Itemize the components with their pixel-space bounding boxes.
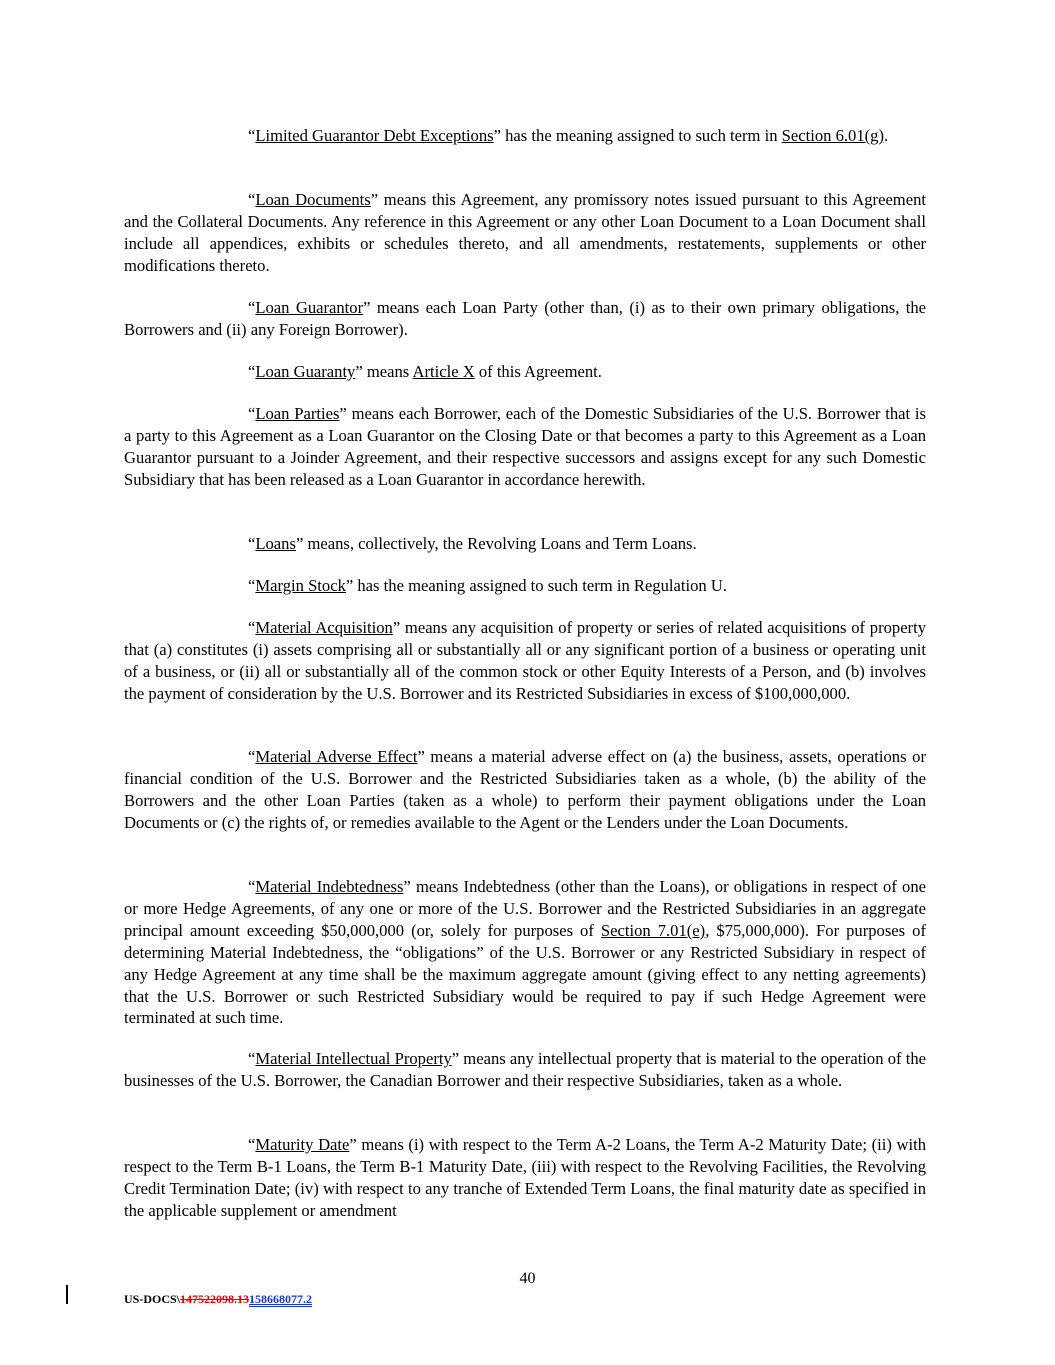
defined-term: Loans xyxy=(255,534,296,553)
definition-loan-parties: “Loan Parties” means each Borrower, each of the Domestic Subsidiaries of the U.S. Borrower that is a party to this Agreement as a Loan Guarantor on the Closing Date or that becomes a party to this Agreement as a Loan Guarantor pursuant to a Joinder Agreement, and their respective successors and assigns except for any such Domestic Subsidiary that has been released as a Loan Guarantor in accordance herewith. xyxy=(124,404,926,489)
definition-loans: “Loans” means, collectively, the Revolving Loans and Term Loans. xyxy=(248,534,697,553)
article-reference: Article X xyxy=(412,362,475,381)
defined-term: Loan Guarantor xyxy=(255,298,364,317)
definition-material-acquisition: “Material Acquisition” means any acquisition of property or series of related acquisitions of property that (a) constitutes (i) assets comprising all or substantially all or any significant portion of a business or operating unit of a business, or (ii) all or substantially all of the common stock or other Equity Interests of a Person, and (b) involves the payment of consideration by the U.S. Borrower and its Restricted Subsidiaries in excess of $100,000,000. xyxy=(124,618,926,703)
definition-loan-guaranty: “Loan Guaranty” means Article X of this Agreement. xyxy=(248,362,602,381)
page-number: 40 xyxy=(519,1270,536,1287)
definition-margin-stock: “Margin Stock” has the meaning assigned to such term in Regulation U. xyxy=(248,576,727,595)
definition-material-indebtedness: “Material Indebtedness” means Indebtedness (other than the Loans), or obligations in respect of one or more Hedge Agreements, of any one or more of the U.S. Borrower and the Restricted Subsidiaries in an aggregate principal amount exceeding $50,000,000 (or, solely for purposes of Section 7.01(e), $75,000,000). For purposes of determining Material Indebtedness, the “obligations” of the U.S. Borrower or any Restricted Subsidiary in respect of any Hedge Agreement at any time shall be the maximum aggregate amount (giving effect to any netting agreements) that the U.S. Borrower or such Restricted Subsidiary would be required to pay if such Hedge Agreement were terminated at such time. xyxy=(124,877,926,1028)
inserted-document-id: 158668077.2 xyxy=(249,1292,313,1306)
defined-term: Material Indebtedness xyxy=(255,877,404,896)
definition-maturity-date: “Maturity Date” means (i) with respect to the Term A-2 Loans, the Term A-2 Maturity Date; (ii) with respect to the Term B-1 Loans, the Term B-1 Maturity Date, (iii) with respect to the Revolving Facilities, the Revolving Credit Termination Date; (iv) with respect to any tranche of Extended Term Loans, the final maturity date as specified in the applicable supplement or amendment xyxy=(124,1135,926,1220)
defined-term: Material Intellectual Property xyxy=(255,1049,452,1068)
defined-term: Material Adverse Effect xyxy=(255,747,418,766)
definition-loan-guarantor: “Loan Guarantor” means each Loan Party (other than, (i) as to their own primary obligations, the Borrowers and (ii) any Foreign Borrower). xyxy=(124,298,926,339)
document-id-footer xyxy=(124,1289,312,1311)
definition-material-intellectual-property: “Material Intellectual Property” means any intellectual property that is material to the operation of the businesses of the U.S. Borrower, the Canadian Borrower and their respective Subsidiaries, taken as a whole. xyxy=(124,1049,926,1090)
deleted-document-id: 147522098.13 xyxy=(180,1292,250,1306)
section-reference: Section 6.01(g) xyxy=(781,126,884,145)
revision-change-bar xyxy=(66,1285,68,1304)
document-id-prefix: US-DOCS\ xyxy=(124,1292,181,1306)
defined-term: Material Acquisition xyxy=(255,618,393,637)
defined-term: Limited Guarantor Debt Exceptions xyxy=(255,126,494,145)
definition-material-adverse-effect: “Material Adverse Effect” means a material adverse effect on (a) the business, assets, operations or financial condition of the U.S. Borrower and the Restricted Subsidiaries taken as a whole, (b) the ability of the Borrowers and the other Loan Parties (taken as a whole) to perform their payment obligations under the Loan Documents or (c) the rights of, or remedies available to the Agent or the Lenders under the Loan Documents. xyxy=(124,747,926,832)
definition-loan-documents: “Loan Documents” means this Agreement, any promissory notes issued pursuant to this Agreement and the Collateral Documents. Any reference in this Agreement or any other Loan Document to a Loan Document shall include all appendices, exhibits or schedules thereto, and all amendments, restatements, supplements or other modifications thereto. xyxy=(124,190,926,275)
section-reference: Section 7.01(e) xyxy=(600,920,706,940)
defined-term: Maturity Date xyxy=(255,1135,350,1154)
defined-term: Loan Parties xyxy=(255,404,340,423)
defined-term: Loan Documents xyxy=(255,190,371,209)
defined-term: Loan Guaranty xyxy=(255,362,356,381)
defined-term: Margin Stock xyxy=(255,576,346,595)
definition-limited-guarantor-debt-exceptions: “Limited Guarantor Debt Exceptions” has the meaning assigned to such term in Section 6.01(g). xyxy=(248,126,889,145)
